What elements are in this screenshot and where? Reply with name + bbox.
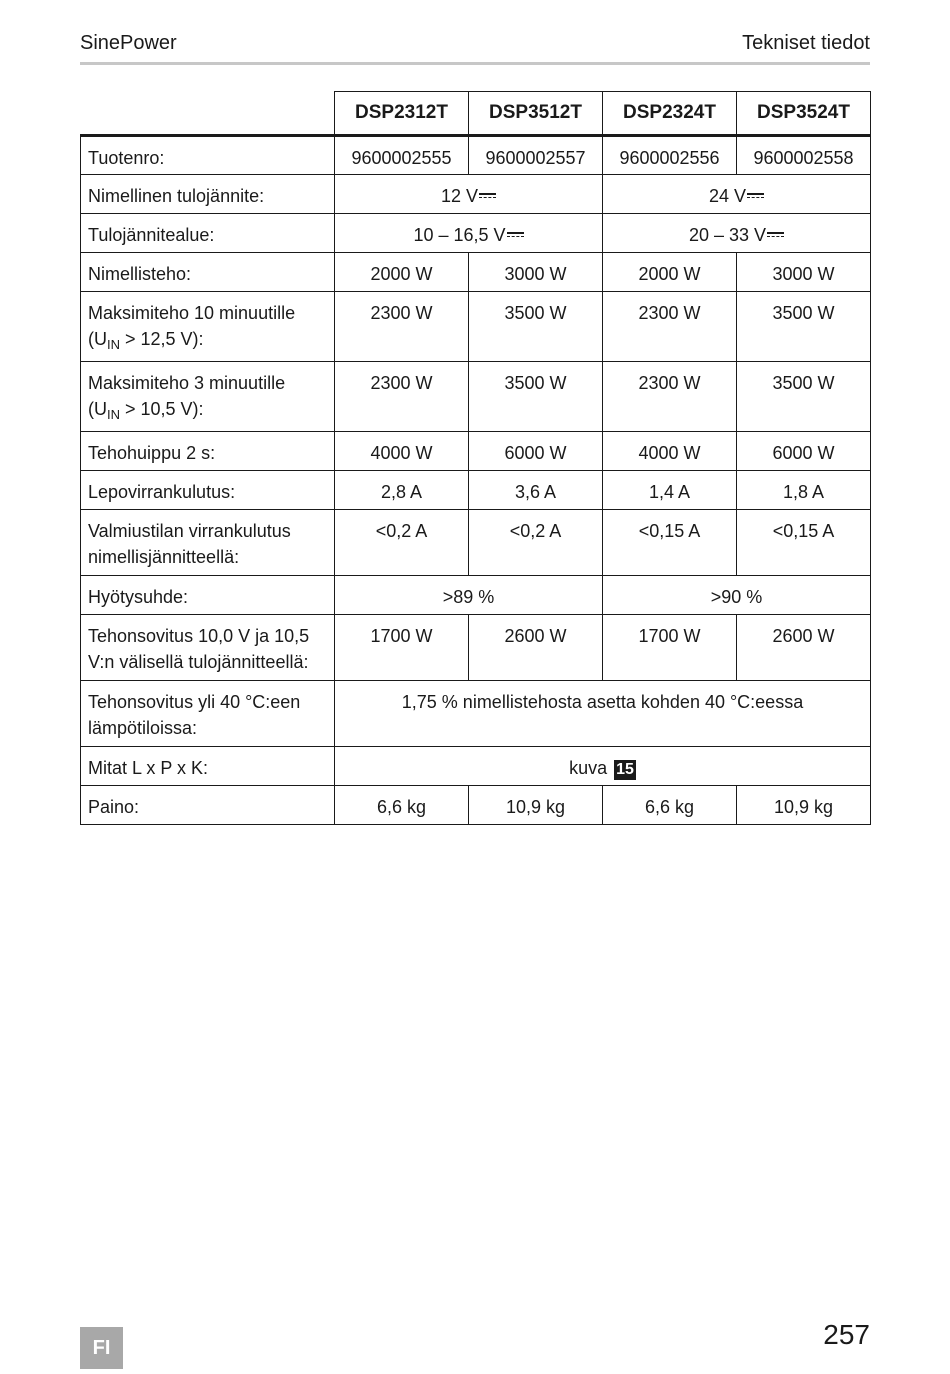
cell-value: 1,8 A [737,471,871,510]
table-row [81,362,871,432]
cell-value: 3500 W [469,292,603,362]
cell-value: <0,2 A [469,510,603,576]
cell-value: 9600002555 [335,136,469,175]
cell-value: 6,6 kg [335,786,469,825]
row-label: Paino: [81,786,335,825]
cell-value [335,747,871,786]
cell-value: 3,6 A [469,471,603,510]
cell-value: 4000 W [603,432,737,471]
cell-value: 10,9 kg [737,786,871,825]
table-row [81,681,871,747]
cell-value: 2600 W [469,615,603,681]
dc-symbol-icon [479,192,496,200]
cell-value: 9600002557 [469,136,603,175]
cell-text: kuva [569,758,608,778]
table-row [81,615,871,681]
table-row [81,432,871,471]
table-row [81,214,871,253]
cell-value: 2300 W [603,362,737,432]
row-label: Mitat L x P x K: [81,747,335,786]
cell-value: 4000 W [335,432,469,471]
cell-text: 24 V [708,186,747,206]
model-header: DSP2324T [603,92,737,136]
cell-value: >89 % [335,576,603,615]
cell-value: 2600 W [737,615,871,681]
dc-symbol-icon [767,231,784,239]
header-section-title: Tekniset tiedot [742,32,870,54]
label-line: Tehonsovitus yli 40 °C:een [88,692,301,712]
cell-value: <0,15 A [737,510,871,576]
dc-symbol-icon [507,231,524,239]
cell-value [603,175,871,214]
label-line: > 10,5 V): [120,399,204,419]
cell-value: 9600002558 [737,136,871,175]
row-label [81,681,335,747]
table-row [81,175,871,214]
page-number: 257 [823,1319,870,1350]
model-header: DSP3512T [469,92,603,136]
cell-value: 1,4 A [603,471,737,510]
label-line: (U [88,329,107,349]
cell-value: 6,6 kg [603,786,737,825]
label-line: (U [88,399,107,419]
header-divider [80,62,870,65]
row-label [81,510,335,576]
table-row [81,471,871,510]
cell-text: 10 – 16,5 V [413,225,506,245]
technical-data-table [80,91,871,825]
cell-value: 3000 W [737,253,871,292]
cell-value: 3500 W [469,362,603,432]
cell-value [335,175,603,214]
cell-value: 2300 W [603,292,737,362]
row-label: Lepovirrankulutus: [81,471,335,510]
language-badge: FI [80,1327,123,1369]
row-label: Nimellisteho: [81,253,335,292]
label-line: lämpötiloissa: [88,718,198,738]
label-line: > 12,5 V): [120,329,204,349]
cell-text: 20 – 33 V [688,225,767,245]
cell-value: 1700 W [603,615,737,681]
cell-value [603,214,871,253]
row-label [81,362,335,432]
row-label: Tuotenro: [81,136,335,175]
subscript: IN [107,337,120,352]
cell-value: <0,15 A [603,510,737,576]
row-label: Tehohuippu 2 s: [81,432,335,471]
table-row [81,786,871,825]
cell-value: 9600002556 [603,136,737,175]
label-line: Valmiustilan virrankulutus [88,521,291,541]
table-row [81,136,871,175]
cell-value: >90 % [603,576,871,615]
header-empty-cell [81,92,335,136]
table-row [81,292,871,362]
cell-value: 2000 W [603,253,737,292]
header-product-name: SinePower [80,32,177,54]
dc-symbol-icon [747,192,764,200]
model-header: DSP2312T [335,92,469,136]
table-row [81,510,871,576]
label-line: Maksimiteho 3 minuutille [88,373,286,393]
row-label: Nimellinen tulojännite: [81,175,335,214]
cell-value: 6000 W [469,432,603,471]
row-label [81,615,335,681]
cell-value [335,214,603,253]
cell-value: 3500 W [737,292,871,362]
label-line: nimellisjännitteellä: [88,547,240,567]
cell-text: 12 V [440,186,479,206]
cell-value: <0,2 A [335,510,469,576]
table-row [81,576,871,615]
cell-value: 3500 W [737,362,871,432]
cell-value: 3000 W [469,253,603,292]
cell-value: 1,75 % nimellistehosta asetta kohden 40 °C:eessa [335,681,871,747]
cell-value: 2000 W [335,253,469,292]
table-header-row [81,92,871,136]
cell-value: 2300 W [335,292,469,362]
label-line: Maksimiteho 10 minuutille [88,303,296,323]
table-row [81,747,871,786]
cell-value: 10,9 kg [469,786,603,825]
cell-value: 2300 W [335,362,469,432]
table-row [81,253,871,292]
row-label [81,292,335,362]
figure-reference-badge: 15 [616,761,634,778]
subscript: IN [107,407,120,422]
cell-value: 2,8 A [335,471,469,510]
row-label: Hyötysuhde: [81,576,335,615]
label-line: V:n välisellä tulojännitteellä: [88,652,309,672]
label-line: Tehonsovitus 10,0 V ja 10,5 [88,626,310,646]
cell-value: 6000 W [737,432,871,471]
row-label: Tulojännitealue: [81,214,335,253]
model-header: DSP3524T [737,92,871,136]
cell-value: 1700 W [335,615,469,681]
